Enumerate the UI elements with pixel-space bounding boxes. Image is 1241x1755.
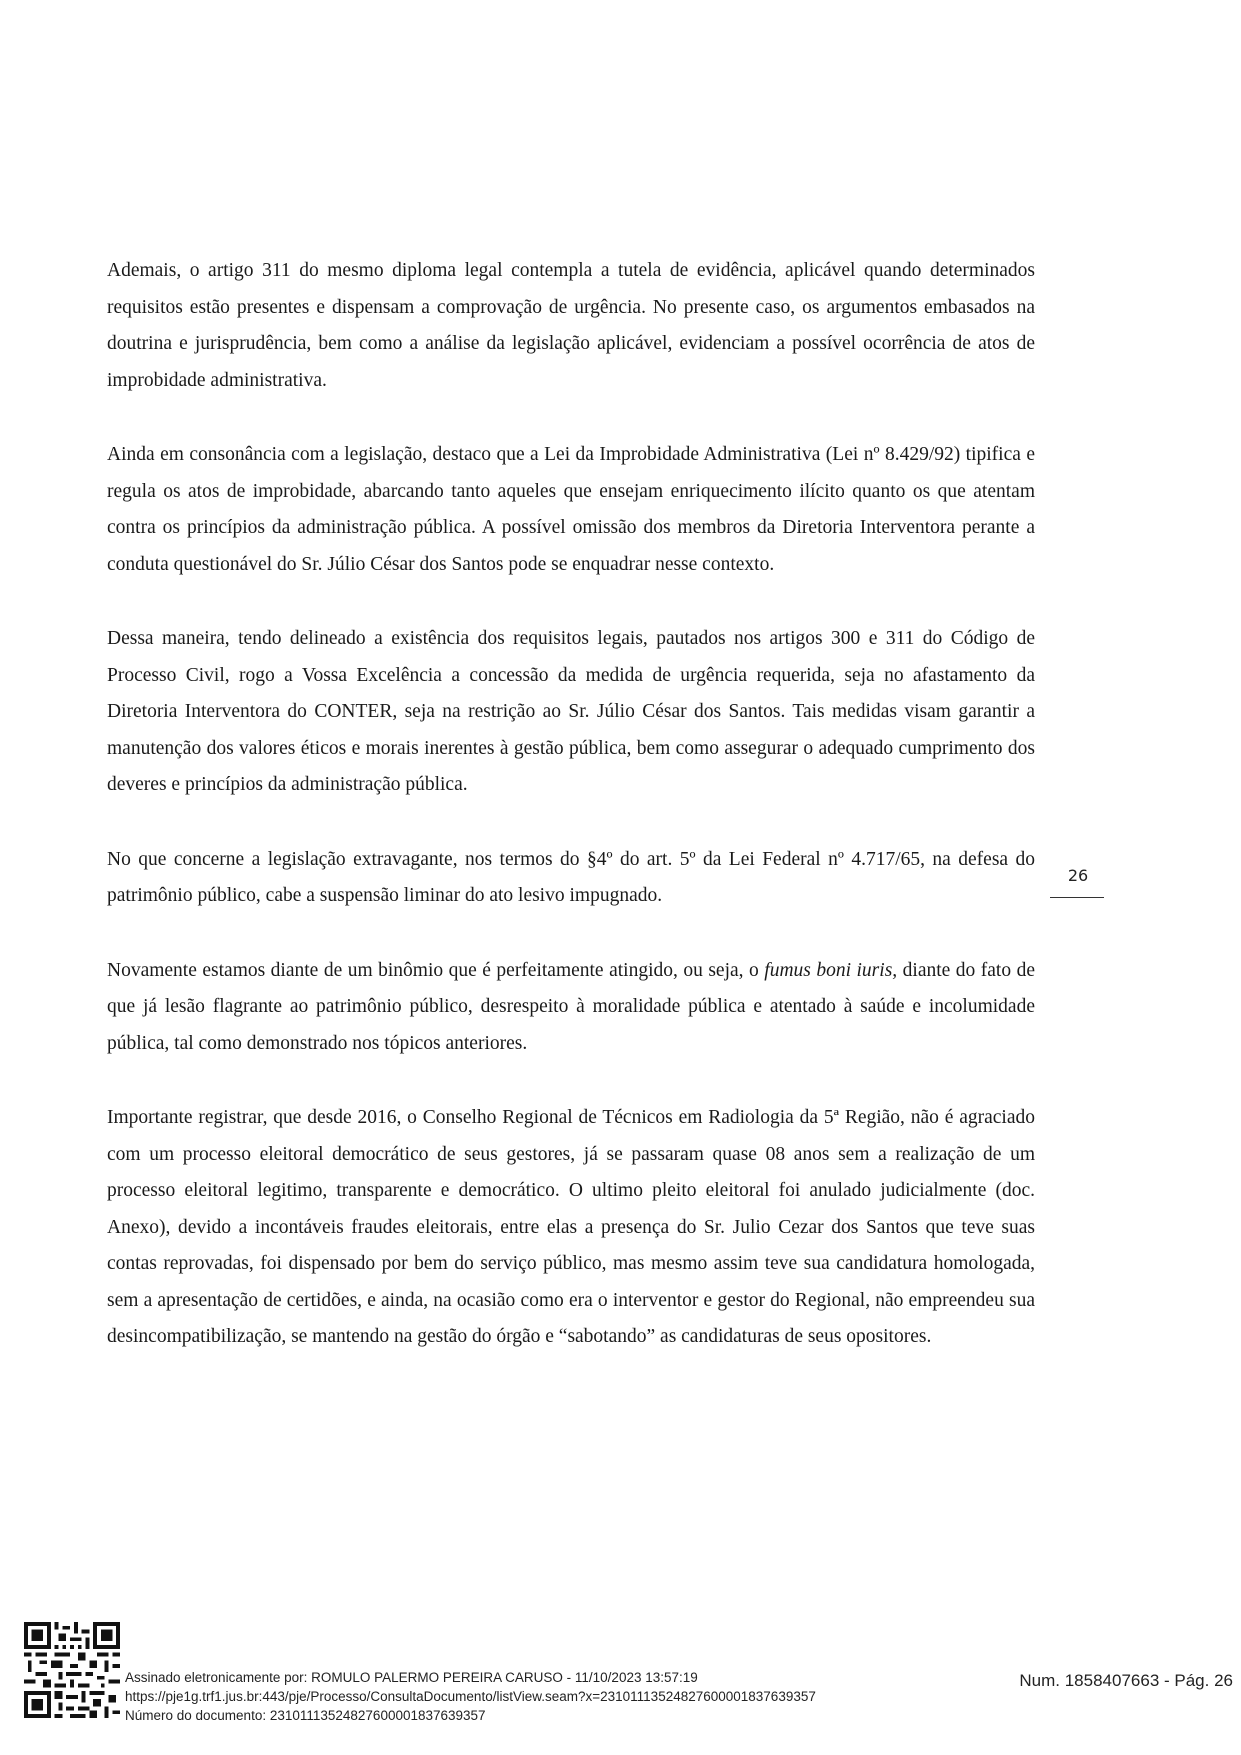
- electronic-signature: [125, 1668, 816, 1725]
- paragraph-6: Importante registrar, que desde 2016, o Conselho Regional de Técnicos em Radiologia da 5ª Região, não é agraciado com um processo eleitoral democrático de seus gestores, já se passaram quase 08 anos sem a realização de um processo eleitoral legitimo, transparente e democrático. O ultimo pleito eleitoral foi anulado judicialmente (doc. Anexo), devido a incontáveis fraudes eleitorais, entre elas a presença do Sr. Julio Cezar dos Santos que teve suas contas reprovadas, foi dispensado por bem do serviço público, mas mesmo assim teve sua candidatura homologada, sem a apresentação de certidões, e ainda, na ocasião como era o interventor e gestor do Regional, não empreendeu sua desincompatibilização, se mantendo na gestão do órgão e “sabotando” as candidaturas de seus opositores.: [107, 1107, 1035, 1347]
- num-pag: Num. 1858407663 - Pág. 26: [1019, 1671, 1233, 1690]
- paragraph-4: No que concerne a legislação extravagante, nos termos do §4º do art. 5º da Lei Federal nº 4.717/65, na defesa do patrimônio público, cabe a suspensão liminar do ato lesivo impugnado.: [107, 848, 1035, 906]
- paragraph-2: Ainda em consonância com a legislação, destaco que a Lei da Improbidade Administrativa (Lei nº 8.429/92) tipifica e regula os atos de improbidade, abarcando tanto aqueles que ensejam enriquecimento ilícito quanto os que atentam contra os princípios da administração pública. A possível omissão dos membros da Diretoria Interventora perante a conduta questionável do Sr. Júlio César dos Santos pode se enquadrar nesse contexto.: [107, 444, 1035, 575]
- latin-term: fumus boni iuris,: [764, 959, 898, 981]
- paragraph-3: Dessa maneira, tendo delineado a existência dos requisitos legais, pautados nos artigos 300 e 311 do Código de Processo Civil, rogo a Vossa Excelência a concessão da medida de urgência requerida, seja no afastamento da Diretoria Interventora do CONTER, seja na restrição ao Sr. Júlio César dos Santos. Tais medidas visam garantir a manutenção dos valores éticos e morais inerentes à gestão pública, bem como assegurar o adequado cumprimento dos deveres e princípios da administração pública.: [107, 628, 1035, 795]
- page-number: 26: [1067, 866, 1089, 885]
- paragraph-1: Ademais, o artigo 311 do mesmo diploma legal contempla a tutela de evidência, aplicável quando determinados requisitos estão presentes e dispensam a comprovação de urgência. No presente caso, os argumentos embasados na doutrina e jurisprudência, bem como a análise da legislação aplicável, evidenciam a possível ocorrência de atos de improbidade administrativa.: [107, 260, 1035, 391]
- paragraph-5-end: diante do fato de que já lesão flagrante ao patrimônio público, desrespeito à moralidade pública e atentado à saúde e incolumidade pública, tal como demonstrado nos tópicos anteriores.: [107, 959, 1035, 1054]
- page-number-rule: [1050, 897, 1104, 898]
- document-body: [107, 253, 1035, 1356]
- paragraph-5-start: Novamente estamos diante de um binômio que é perfeitamente atingido, ou seja, o: [107, 959, 765, 981]
- document-number: Número do documento: 23101113524827600001837639357: [125, 1708, 486, 1723]
- paragraph-5: [107, 953, 1035, 1063]
- qr-code-icon: [24, 1622, 120, 1718]
- signed-by: Assinado eletronicamente por: ROMULO PALERMO PEREIRA CARUSO - 11/10/2023 13:57:19: [125, 1670, 698, 1685]
- document-url[interactable]: https://pje1g.trf1.jus.br:443/pje/Processo/ConsultaDocumento/listView.seam?x=23101113524827600001837639357: [125, 1689, 816, 1704]
